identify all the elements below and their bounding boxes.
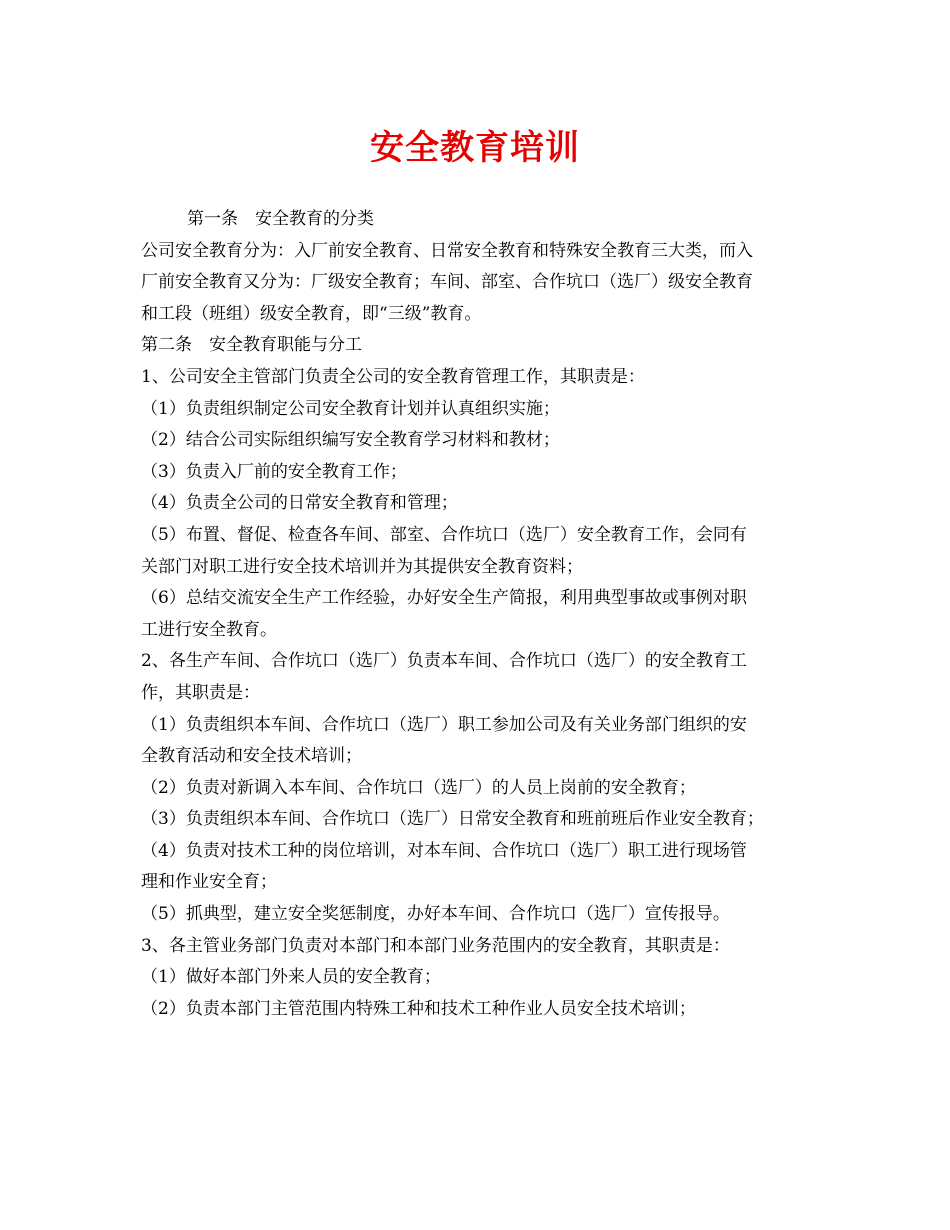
list-item: （1）负责组织制定公司安全教育计划并认真组织实施；: [141, 398, 560, 419]
section-item: 1、公司安全主管部门负责全公司的安全教育管理工作，其职责是：: [141, 366, 645, 387]
list-item-continued: 理和作业安全育；: [141, 872, 277, 893]
paragraph-line: 厂前安全教育又分为：厂级安全教育；车间、部室、合作坑口（选厂）级安全教育: [141, 272, 753, 293]
list-item: （3）负责入厂前的安全教育工作；: [141, 461, 407, 482]
paragraph-line: 公司安全教育分为：入厂前安全教育、日常安全教育和特殊安全教育三大类，而入: [141, 240, 753, 261]
list-item: （1）负责组织本车间、合作坑口（选厂）职工参加公司及有关业务部门组织的安: [141, 714, 747, 735]
list-item: （2）负责本部门主管范围内特殊工种和技术工种作业人员安全技术培训；: [141, 998, 696, 1019]
article-heading: 第一条 安全教育的分类: [187, 209, 374, 229]
list-item: （2）结合公司实际组织编写安全教育学习材料和教材；: [141, 430, 560, 451]
list-item-continued: 关部门对职工进行安全技术培训并为其提供安全教育资料；: [141, 556, 583, 577]
list-item: （4）负责对技术工种的岗位培训，对本车间、合作坑口（选厂）职工进行现场管: [141, 840, 747, 861]
list-item: （1）做好本部门外来人员的安全教育；: [141, 967, 441, 988]
section-item: 3、各主管业务部门负责对本部门和本部门业务范围内的安全教育，其职责是：: [141, 935, 730, 956]
list-item-continued: 工进行安全教育。: [141, 619, 277, 640]
list-item: （3）负责组织本车间、合作坑口（选厂）日常安全教育和班前班后作业安全教育；: [141, 809, 764, 830]
article-heading: 第二条 安全教育职能与分工: [141, 335, 362, 356]
list-item: （2）负责对新调入本车间、合作坑口（选厂）的人员上岗前的安全教育；: [141, 777, 696, 798]
list-item: （6）总结交流安全生产工作经验，办好安全生产简报，利用典型事故或事例对职: [141, 588, 747, 609]
section-item-continued: 作，其职责是：: [141, 682, 260, 703]
document-title: 安全教育培训: [370, 128, 580, 168]
section-item: 2、各生产车间、合作坑口（选厂）负责本车间、合作坑口（选厂）的安全教育工: [141, 651, 747, 672]
list-item: （4）负责全公司的日常安全教育和管理；: [141, 493, 458, 514]
document-body: [141, 204, 821, 1025]
list-item: （5）布置、督促、检查各车间、部室、合作坑口（选厂）安全教育工作，会同有: [141, 524, 747, 545]
paragraph-line: 和工段（班组）级安全教育，即“三级”教育。: [141, 303, 482, 324]
list-item-continued: 全教育活动和安全技术培训；: [141, 746, 362, 767]
list-item: （5）抓典型，建立安全奖惩制度，办好本车间、合作坑口（选厂）宣传报导。: [141, 904, 730, 925]
